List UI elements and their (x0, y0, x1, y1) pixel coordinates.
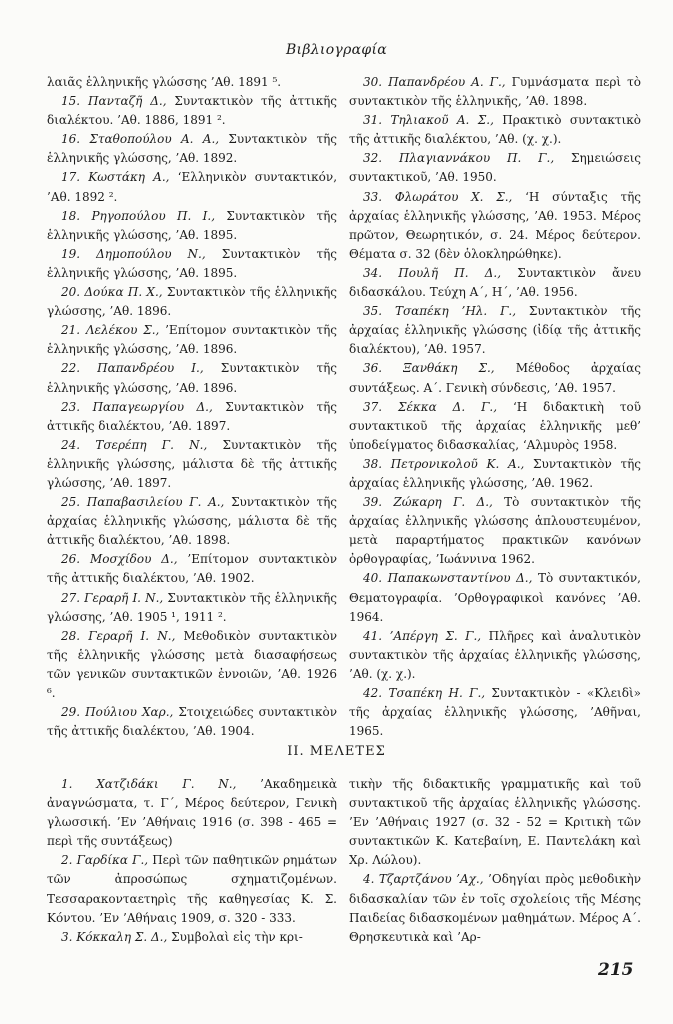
studies-column-left (47, 775, 337, 947)
entry-author: 3. Κόκκαλη Σ. Δ., (61, 929, 168, 944)
entry-text: Συντακτικὸν τῆς ἀρχαίας ἑλληνικῆς γλώσσης (ἰδίᾳ τῆς ἀττικῆς διαλέκτου), ’Αθ. 1957. (349, 304, 641, 357)
bibliography-entry (47, 73, 337, 92)
entry-text: λαιᾶς ἑλληνικῆς γλώσσης ’Αθ. 1891 ⁵. (47, 75, 282, 89)
running-head: Βιβλιογραφία (285, 42, 388, 58)
entry-text: Περὶ τῶν παθητικῶν ρημάτων τῶν ἀπροσώπως σχηματιζομένων. Τεσσαρακονταετηρὶς τῆς καθηγεσίας Κ. Σ. Κόντου. ’Εν ’Αθήναις 1909, σ. 320 - 333. (47, 853, 337, 925)
bibliography-entry (47, 92, 337, 130)
entry-author: 39. Ζώκαρη Γ. Δ., (363, 495, 493, 510)
entry-text: ’Ακαδημεικὰ ἀναγνώσματα, τ. Γ΄, Μέρος δεύτερον, Γενικὴ γλωσσική. ’Εν ’Αθήναις 1916 (σ. 398 - 465 = περὶ τῆς συντάξεως) (47, 777, 337, 849)
entry-text: ‘Ελληνικὸν συντακτικόν, ’Αθ. 1892 ². (47, 170, 338, 204)
bibliography-entry (349, 398, 641, 455)
bibliography-entry (47, 550, 337, 588)
entry-text: Συντακτικὸν ἄνευ διδασκάλου. Τεύχη Α΄, Η΄, ’Αθ. 1956. (349, 265, 641, 300)
entry-text: Συντακτικὸν τῆς ἀττικῆς διαλέκτου. ’Αθ. 1886, 1891 ². (47, 94, 337, 128)
entry-author: 36. Ξανθάκη Σ., (363, 361, 495, 376)
entry-author: 33. Φλωράτου Χ. Σ., (363, 189, 513, 204)
entry-author: 23. Παπαγεωργίου Δ., (61, 399, 213, 414)
entry-author: 38. Πετρονικολοῦ Κ. Α., (363, 456, 525, 471)
entry-text: ’Επίτομον συντακτικὸν τῆς ἀττικῆς διαλέκτου, ’Αθ. 1902. (47, 552, 337, 586)
section-heading: II. ΜΕΛΕΤΕΣ (287, 744, 386, 759)
bibliography-entry (47, 589, 337, 627)
entry-text: τικὴν τῆς διδακτικῆς γραμματικῆς καὶ τοῦ συντακτικοῦ τῆς ἀρχαίας ἑλληνικῆς γλώσσης. ’Εν ’Αθήναις 1927 (σ. 32 - 52 = Κριτικὴ τῶν συντακτικῶν Κ. Κατεβαίνη, Ε. Παντελάκη καὶ Χρ. Λώλου). (349, 777, 641, 868)
entry-text: Συντακτικὸν τῆς ἑλληνικῆς γλώσσης, ’Αθ. 1905 ¹, 1911 ². (47, 590, 337, 624)
entry-text: Συντακτικὸν τῆς ἑλληνικῆς γλώσσης, ’Αθ. 1895. (47, 246, 337, 280)
entry-text: Συντακτικὸν τῆς ἀρχαίας ἑλληνικῆς γλώσσης, ’Αθ. 1962. (349, 456, 641, 490)
entry-text: Συμβολαὶ εἰς τὴν κρι- (167, 929, 303, 944)
entry-author: 20. Δούκα Π. Χ., (61, 285, 163, 300)
bibliography-entry (349, 870, 641, 946)
bibliography-entry (47, 436, 337, 493)
bibliography-entry (47, 775, 337, 851)
bibliography-entry (47, 321, 337, 359)
studies-column-right (349, 775, 641, 947)
entry-author: 15. Πανταζῆ Δ., (61, 94, 167, 109)
bibliography-entry (47, 359, 337, 397)
entry-author: 4. Τζαρτζάνου ’Αχ., (363, 872, 484, 887)
bibliography-entry (349, 627, 641, 684)
entry-text: Συντακτικὸν τῆς ἑλληνικῆς γλώσσης, μάλιστα δὲ τῆς ἀττικῆς γλώσσης, ’Αθ. 1897. (47, 437, 337, 490)
entry-author: 35. Τσαπέκη ’Ηλ. Γ., (363, 304, 517, 319)
bibliography-entry (47, 283, 337, 321)
bibliography-entry (47, 627, 337, 703)
bibliography-entry (47, 398, 337, 436)
entry-text: Τὸ συντακτικὸν τῆς ἀρχαίας ἑλληνικῆς γλώσσης ἁπλουστευμένον, μετὰ παραρτήματος πρακτικῶν κανόνων ὀρθογραφίας, ’Ιωάννινα 1962. (349, 495, 641, 567)
bibliography-entry (349, 302, 641, 359)
entry-author: 28. Γεραρῆ Ι. Ν., (61, 628, 176, 643)
bibliography-entry (349, 455, 641, 493)
bibliography-entry (47, 130, 337, 168)
entry-text: Συντακτικὸν - «Κλειδὶ» τῆς ἀρχαίας ἑλληνικῆς γλώσσης, ’Αθῆναι, 1965. (349, 686, 641, 739)
bibliography-entry (349, 111, 641, 149)
bibliography-entry (349, 149, 641, 187)
entry-author: 17. Κωστάκη Α., (61, 170, 170, 185)
entry-author: 18. Ρηγοπούλου Π. Ι., (61, 208, 216, 223)
bibliography-column-right (349, 73, 641, 741)
entry-text: ‘Η διδακτικὴ τοῦ συντακτικοῦ τῆς ἀρχαίας ἑλληνικῆς μεθ’ ὑποδείγματος διδασκαλίας, ‘Αλμυρὸς 1958. (349, 399, 642, 452)
entry-text: ‘Η σύνταξις τῆς ἀρχαίας ἑλληνικῆς γλώσσης, ’Αθ. 1953. Μέρος πρῶτον, Θεωρητικόν, σ. 24. Μέρος δεύτερον. Θέματα σ. 32 (δὲν ὁλοκληρώθηκε). (349, 189, 641, 261)
entry-author: 30. Παπανδρέου Α. Γ., (363, 75, 506, 89)
entry-text: Μέθοδος ἀρχαίας συντάξεως. Α΄. Γενικὴ σύνδεσις, ’Αθ. 1957. (349, 361, 641, 395)
entry-author: 24. Τσερέπη Γ. Ν., (61, 437, 208, 452)
bibliography-entry (47, 851, 337, 927)
bibliography-entry (349, 775, 641, 870)
entry-author: 27. Γεραρῆ Ι. Ν., (61, 590, 164, 605)
bibliography-entry (349, 569, 641, 626)
bibliography-entry (47, 207, 337, 245)
entry-author: 2. Γαρδίκα Γ., (61, 853, 149, 868)
bibliography-entry (349, 493, 641, 569)
entry-text: Συντακτικὸν τῆς ἀττικῆς διαλέκτου, ’Αθ. 1897. (47, 399, 337, 433)
entry-text: Συντακτικὸν τῆς ἑλληνικῆς γλώσσης, ’Αθ. 1892. (47, 132, 338, 166)
bibliography-entry (47, 703, 337, 741)
entry-text: Τὸ συντακτικόν, Θεματογραφία. ’Ορθογραφικοὶ κανόνες ’Αθ. 1964. (349, 571, 641, 624)
entry-author: 22. Παπανδρέου Ι., (61, 361, 204, 376)
bibliography-entry (47, 168, 337, 206)
entry-author: 16. Σταθοπούλου Α. Α., (61, 132, 220, 147)
entry-author: 19. Δημοπούλου Ν., (61, 246, 206, 261)
entry-text: Πρακτικὸ συντακτικὸ τῆς ἀττικῆς διαλέκτου, ’Αθ. (χ. χ.). (349, 113, 641, 147)
bibliography-entry (349, 188, 641, 264)
bibliography-entry (47, 928, 337, 947)
entry-text: Μεθοδικὸν συντακτικὸν τῆς ἑλληνικῆς γλώσσης μετὰ διασαφήσεως τῶν γενικῶν συντακτικῶν ἐννοιῶν, ’Αθ. 1926 ⁶. (47, 628, 337, 700)
entry-author: 26. Μοσχίδου Δ., (61, 552, 178, 567)
entry-author: 21. Λελέκου Σ., (61, 323, 160, 338)
entry-text: Συντακτικὸν τῆς ἑλληνικῆς γλώσσης, ’Αθ. 1896. (47, 361, 337, 395)
entry-author: 31. Τηλιακοῦ Α. Σ., (363, 113, 494, 128)
entry-text: ’Επίτομον συντακτικὸν τῆς ἑλληνικῆς γλώσσης, ’Αθ. 1896. (47, 323, 337, 357)
entry-text: Σημειώσεις συντακτικοῦ, ’Αθ. 1950. (349, 151, 642, 185)
entry-text: Στοιχειώδες συντακτικὸν τῆς ἀττικῆς διαλέκτου, ’Αθ. 1904. (47, 705, 337, 739)
bibliography-entry (47, 245, 337, 283)
entry-author: 37. Σέκκα Δ. Γ., (363, 399, 498, 414)
bibliography-column-left (47, 73, 337, 741)
bibliography-entry (47, 493, 337, 550)
entry-author: 1. Χατζιδάκι Γ. Ν., (61, 777, 237, 791)
entry-author: 34. Πουλῆ Π. Δ., (363, 265, 502, 280)
bibliography-entry (349, 264, 641, 302)
entry-author: 32. Πλαγιαννάκου Π. Γ., (363, 151, 555, 166)
entry-text: ’Οδηγίαι πρὸς μεθοδικὴν διδασκαλίαν τῶν ἐν τοῖς σχολείοις τῆς Μέσης Παιδείας διδασκομένων μαθημάτων. Μέρος Α΄. Θρησκευτικὰ καὶ ’Αρ- (349, 872, 641, 944)
entry-text: Γυμνάσματα περὶ τὸ συντακτικὸν τῆς ἑλληνικῆς, ’Αθ. 1898. (349, 75, 641, 109)
entry-author: 25. Παπαβασιλείου Γ. Α., (61, 495, 225, 510)
entry-author: 41. ’Απέργη Σ. Γ., (363, 628, 482, 643)
entry-text: Συντακτικὸν τῆς ἑλληνικῆς γλώσσης, ’Αθ. 1895. (47, 208, 337, 242)
entry-author: 40. Παπακωνσταντίνου Δ., (363, 571, 533, 586)
bibliography-entry (349, 684, 641, 741)
entry-text: Συντακτικὸν τῆς ἑλληνικῆς γλώσσης, ’Αθ. 1896. (47, 285, 338, 319)
bibliography-entry (349, 73, 641, 111)
bibliography-entry (349, 359, 641, 397)
entry-author: 42. Τσαπέκη Η. Γ., (363, 686, 486, 700)
entry-text: Συντακτικὸν τῆς ἀρχαίας ἑλληνικῆς γλώσσης, μάλιστα δὲ τῆς ἀττικῆς διαλέκτου, ’Αθ. 1898. (47, 495, 337, 548)
entry-author: 29. Πούλιου Χαρ., (61, 705, 174, 720)
page-number: 215 (598, 960, 634, 980)
entry-text: Πλῆρες καὶ ἀναλυτικὸν συντακτικὸν τῆς ἀρχαίας ἑλληνικῆς γλώσσης, ’Αθ. (χ. χ.). (349, 628, 641, 681)
